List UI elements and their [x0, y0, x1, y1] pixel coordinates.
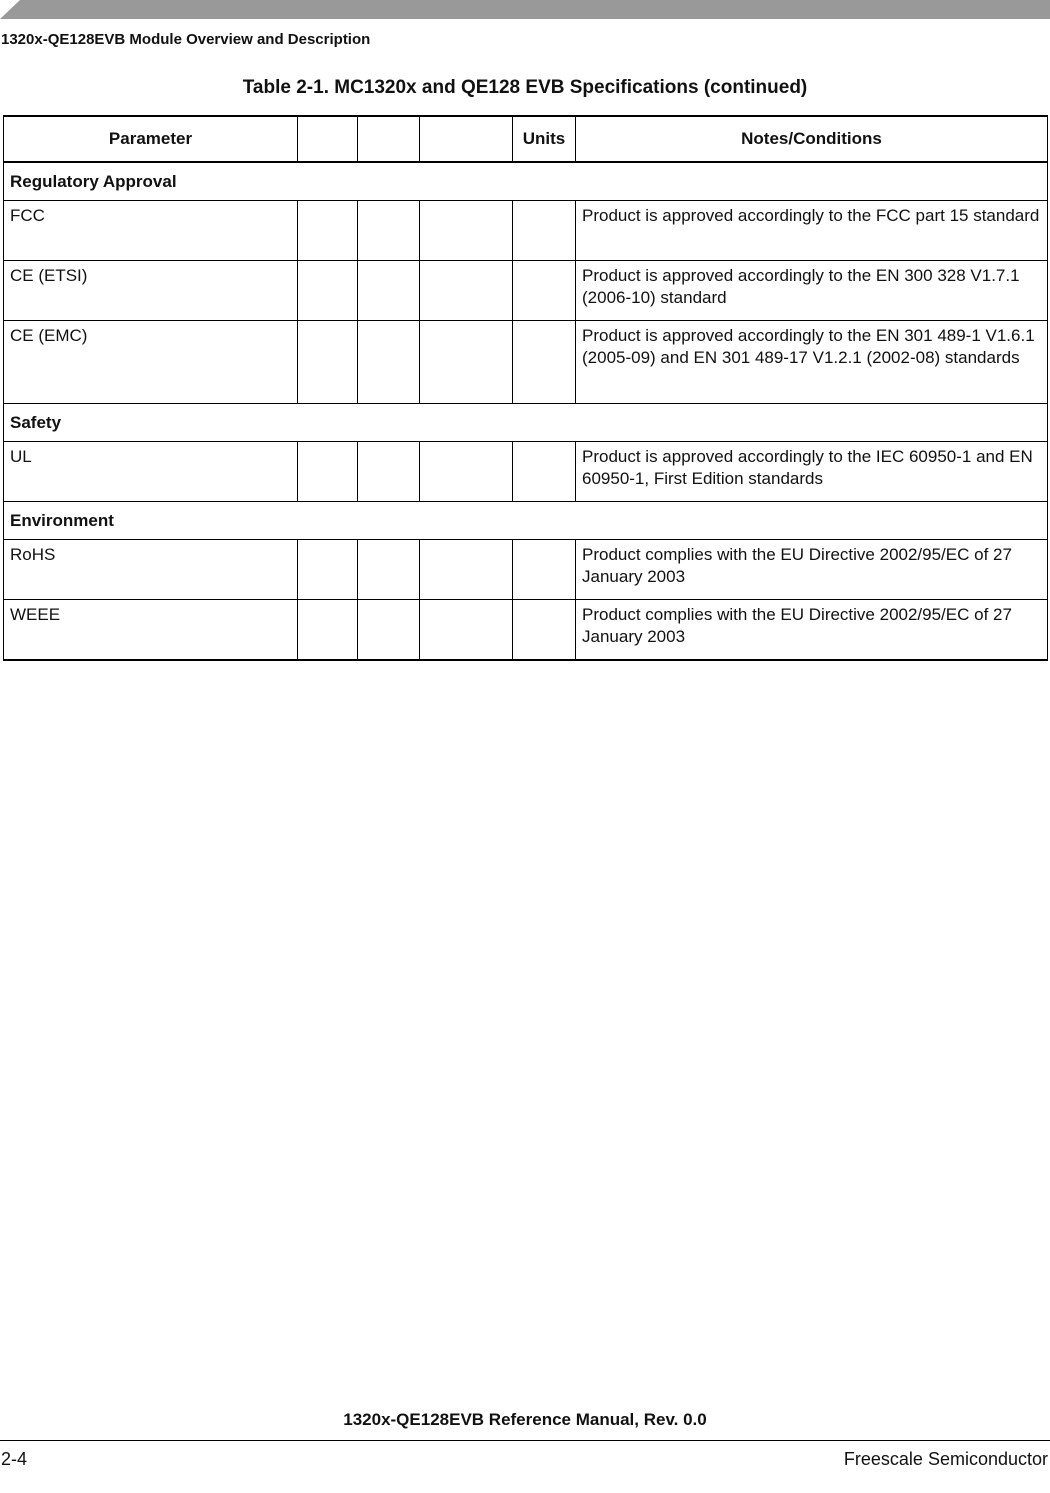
column-header-blank-1	[298, 116, 358, 162]
notes-cell: Product complies with the EU Directive 2002/95/EC of 27 January 2003	[576, 600, 1048, 661]
units-cell	[513, 442, 576, 502]
units-cell	[513, 321, 576, 404]
table-row	[4, 321, 1048, 404]
table-row	[4, 261, 1048, 321]
empty-cell	[298, 540, 358, 600]
table-row	[4, 540, 1048, 600]
table-header-row	[4, 116, 1048, 162]
notes-cell: Product is approved accordingly to the IEC 60950-1 and EN 60950-1, First Edition standards	[576, 442, 1048, 502]
empty-cell	[420, 321, 513, 404]
units-cell	[513, 261, 576, 321]
notes-cell: Product is approved accordingly to the EN 300 328 V1.7.1 (2006-10) standard	[576, 261, 1048, 321]
empty-cell	[298, 201, 358, 261]
parameter-cell: WEEE	[4, 600, 298, 661]
header-bar	[0, 0, 1050, 19]
empty-cell	[420, 600, 513, 661]
section-title: Regulatory Approval	[4, 162, 1048, 201]
empty-cell	[358, 600, 420, 661]
empty-cell	[298, 442, 358, 502]
header-bar-shape	[0, 0, 1050, 19]
parameter-cell: UL	[4, 442, 298, 502]
table-row	[4, 201, 1048, 261]
empty-cell	[358, 442, 420, 502]
empty-cell	[358, 261, 420, 321]
section-title: Safety	[4, 404, 1048, 442]
footer-divider	[0, 1440, 1050, 1441]
units-cell	[513, 540, 576, 600]
empty-cell	[298, 600, 358, 661]
table-row	[4, 442, 1048, 502]
notes-cell: Product complies with the EU Directive 2002/95/EC of 27 January 2003	[576, 540, 1048, 600]
column-header-blank-3	[420, 116, 513, 162]
empty-cell	[420, 442, 513, 502]
units-cell	[513, 201, 576, 261]
empty-cell	[420, 261, 513, 321]
column-header-units: Units	[513, 116, 576, 162]
empty-cell	[358, 201, 420, 261]
empty-cell	[420, 540, 513, 600]
empty-cell	[358, 540, 420, 600]
column-header-notes: Notes/Conditions	[576, 116, 1048, 162]
column-header-parameter: Parameter	[4, 116, 298, 162]
page-number: 2-4	[1, 1449, 28, 1469]
empty-cell	[420, 201, 513, 261]
section-title: Environment	[4, 502, 1048, 540]
empty-cell	[298, 261, 358, 321]
table-caption: Table 2-1. MC1320x and QE128 EVB Specifications (continued)	[242, 77, 808, 98]
column-header-blank-2	[358, 116, 420, 162]
parameter-cell: CE (ETSI)	[4, 261, 298, 321]
section-row	[4, 502, 1048, 540]
specifications-table	[3, 115, 1048, 661]
empty-cell	[358, 321, 420, 404]
section-row	[4, 162, 1048, 201]
notes-cell: Product is approved accordingly to the FCC part 15 standard	[576, 201, 1048, 261]
parameter-cell: CE (EMC)	[4, 321, 298, 404]
units-cell	[513, 600, 576, 661]
footer-document-title: 1320x-QE128EVB Reference Manual, Rev. 0.0	[343, 1410, 707, 1429]
running-header-title: 1320x-QE128EVB Module Overview and Description	[1, 31, 371, 48]
empty-cell	[298, 321, 358, 404]
notes-cell: Product is approved accordingly to the EN 301 489-1 V1.6.1 (2005-09) and EN 301 489-17 V1.2.1 (2002-08) standards	[576, 321, 1048, 404]
parameter-cell: FCC	[4, 201, 298, 261]
footer-company: Freescale Semiconductor	[843, 1449, 1048, 1469]
table-row	[4, 600, 1048, 661]
section-row	[4, 404, 1048, 442]
parameter-cell: RoHS	[4, 540, 298, 600]
